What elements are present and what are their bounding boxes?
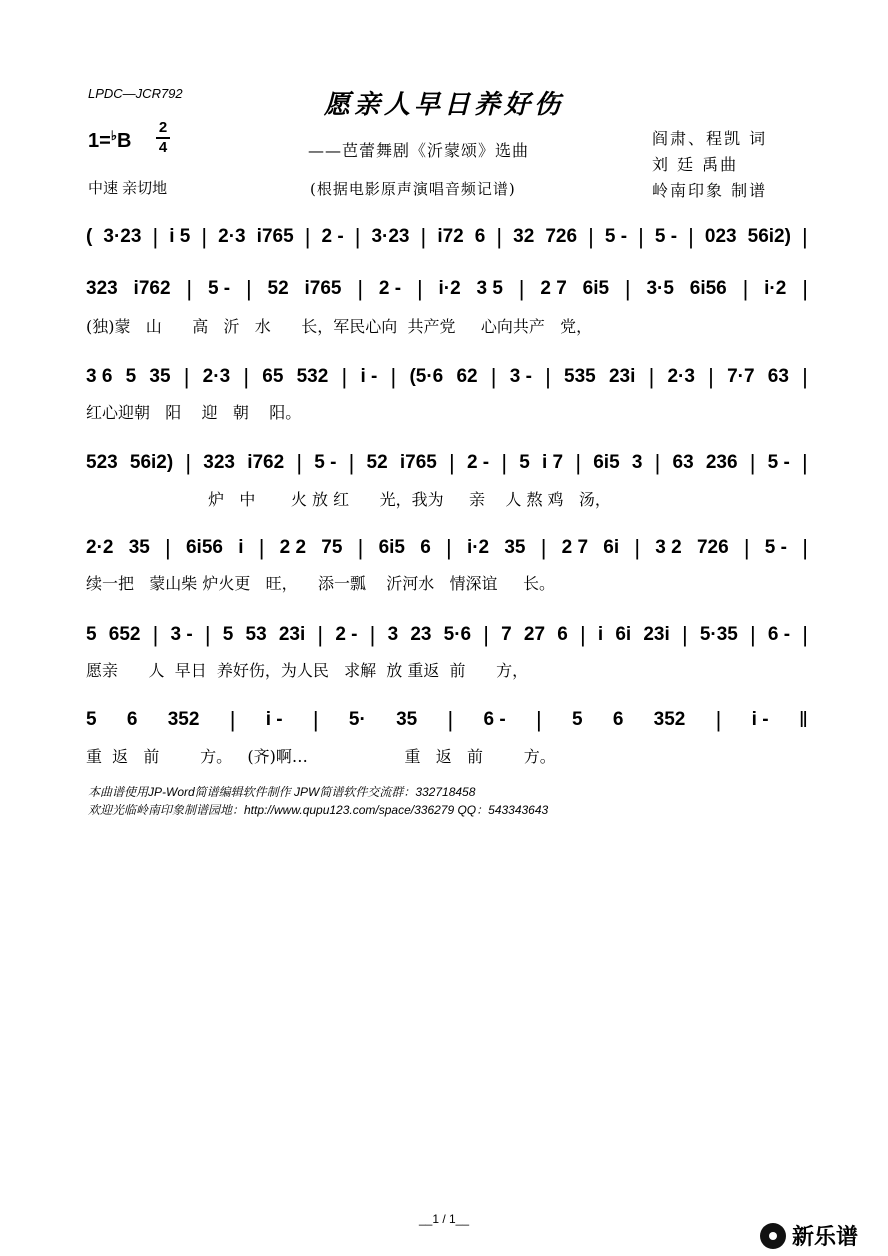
note-group: 23i bbox=[278, 624, 306, 645]
bar-line: | bbox=[624, 276, 631, 301]
bar-line: | bbox=[446, 535, 452, 560]
bar-line: | bbox=[749, 450, 756, 475]
note-group: 3 - bbox=[509, 366, 532, 387]
bar-line: | bbox=[348, 450, 355, 475]
bar-line: | bbox=[490, 364, 497, 389]
note-group: 535 bbox=[564, 366, 596, 387]
note-group: 6 bbox=[612, 709, 624, 730]
lyrics-line: 愿亲 人 早日 养好伤，为人民 求解 放 重返 前 方， bbox=[86, 661, 529, 680]
note-group: i765 bbox=[256, 226, 294, 247]
bar-line: | bbox=[416, 276, 423, 301]
bar-line: | bbox=[681, 622, 688, 647]
note-group: 6i bbox=[603, 537, 620, 558]
note-group: 652 bbox=[108, 624, 141, 645]
note-group: 7·7 bbox=[727, 366, 755, 387]
note-group: 5 - bbox=[604, 226, 628, 247]
note-group: 3 6 bbox=[86, 366, 113, 387]
subtitle: ——芭蕾舞剧《沂蒙颂》选曲 bbox=[308, 141, 530, 160]
time-signature: 2 4 bbox=[156, 120, 170, 156]
note-group: 6 - bbox=[767, 624, 791, 645]
note-group: 323 bbox=[86, 278, 118, 299]
note-group: 3 2 bbox=[655, 537, 682, 558]
note-group: 2·3 bbox=[218, 226, 246, 247]
note-group: (5·6 bbox=[409, 366, 444, 387]
note-group: 75 bbox=[321, 537, 343, 558]
note-group: 352 bbox=[167, 709, 200, 730]
note-group: 35 bbox=[128, 537, 150, 558]
note-group: 6 bbox=[474, 226, 486, 247]
key-signature: 1=♭B bbox=[88, 128, 132, 152]
note-group: 3·23 bbox=[103, 226, 142, 247]
note-group: 2 - bbox=[466, 452, 490, 473]
note-group: i762 bbox=[133, 278, 171, 299]
note-group: 65 bbox=[262, 366, 284, 387]
bar-line: | bbox=[185, 450, 192, 475]
note-group: 2 7 bbox=[540, 278, 567, 299]
bar-line: | bbox=[152, 622, 159, 647]
note-group: 52 bbox=[366, 452, 388, 473]
note-group: 3·23 bbox=[371, 226, 410, 247]
note-group: 35 bbox=[149, 366, 171, 387]
bar-line: | bbox=[243, 364, 250, 389]
page-number: __1 / 1__ bbox=[418, 1212, 470, 1226]
note-group: 56i2) bbox=[747, 226, 791, 247]
bar-line: | bbox=[743, 535, 750, 560]
note-group: 726 bbox=[696, 537, 729, 558]
score-code: LPDC—JCR792 bbox=[88, 86, 183, 101]
note-group: 3 5 bbox=[476, 278, 503, 299]
note-group: 5· bbox=[348, 709, 366, 730]
bar-line: | bbox=[201, 224, 208, 249]
note-group: i bbox=[597, 624, 604, 645]
note-group: 2·3 bbox=[667, 366, 695, 387]
note-group: 323 bbox=[203, 452, 235, 473]
note-group: 3 - bbox=[170, 624, 193, 645]
bar-line: | bbox=[420, 224, 427, 249]
bar-line: | bbox=[545, 364, 551, 389]
bar-line: | bbox=[357, 276, 364, 301]
bar-line: | bbox=[648, 364, 655, 389]
site-logo: 新乐谱 bbox=[760, 1220, 858, 1251]
footer-website-note: 欢迎光临岭南印象制谱园地：http://www.qupu123.com/space/336279 QQ：543343643 bbox=[88, 803, 549, 817]
note-group: 56i2) bbox=[129, 452, 174, 473]
note-group: 532 bbox=[296, 366, 329, 387]
note-group: 53 bbox=[245, 624, 267, 645]
note-group: i·2 bbox=[438, 278, 461, 299]
bar-line: | bbox=[535, 707, 542, 732]
bar-line: | bbox=[518, 276, 525, 301]
staff-row bbox=[86, 448, 808, 478]
bar-line: | bbox=[501, 450, 508, 475]
note-group: 6i bbox=[615, 624, 632, 645]
bar-line: | bbox=[317, 622, 324, 647]
composer-credit: 刘 廷 禹曲 bbox=[652, 155, 739, 174]
bar-line: | bbox=[354, 224, 361, 249]
lyricist-credit: 阎肃、程凯 词 bbox=[652, 129, 768, 148]
lyrics-line: 续一把 蒙山柴 炉火更 旺， 添一瓢 沂河水 情深谊 长。 bbox=[86, 574, 555, 593]
bar-line: | bbox=[186, 276, 193, 301]
transcription-note: (根据电影原声演唱音频记谱) bbox=[310, 180, 516, 198]
staff-row bbox=[86, 362, 808, 392]
note-group: i765 bbox=[304, 278, 342, 299]
note-group: 3 bbox=[387, 624, 399, 645]
note-group: 5 - bbox=[767, 452, 790, 473]
note-group: i - bbox=[265, 709, 283, 730]
bar-line: | bbox=[688, 224, 694, 249]
tempo-marking: 中速 亲切地 bbox=[88, 180, 168, 197]
bar-line: | bbox=[638, 224, 644, 249]
lyrics-line: 重 返 前 方。 (齐)啊… 重 返 前 方。 bbox=[86, 747, 556, 766]
note-group: i 7 bbox=[542, 452, 564, 473]
note-group: 2 - bbox=[378, 278, 402, 299]
note-group: 023 bbox=[704, 226, 737, 247]
note-group: 23i bbox=[608, 366, 636, 387]
note-group: 726 bbox=[545, 226, 578, 247]
note-group: 5 bbox=[519, 452, 530, 473]
note-group: 23i bbox=[643, 624, 670, 645]
lyrics-line: 红心迎朝 阳 迎 朝 阳。 bbox=[86, 403, 302, 422]
bar-line: | bbox=[750, 622, 756, 647]
bar-line: | bbox=[449, 450, 455, 475]
note-group: 6i5 bbox=[582, 278, 610, 299]
staff-row bbox=[86, 533, 808, 563]
note-group: 2 - bbox=[335, 624, 358, 645]
bar-line: | bbox=[483, 622, 489, 647]
bar-line: | bbox=[204, 622, 211, 647]
note-group: 5·35 bbox=[699, 624, 738, 645]
note-group: 6 - bbox=[483, 709, 506, 730]
note-group: 2 7 bbox=[561, 537, 589, 558]
bar-line: | bbox=[802, 276, 808, 301]
note-group: 63 bbox=[672, 452, 694, 473]
note-group: 5 bbox=[222, 624, 234, 645]
note-group: i765 bbox=[399, 452, 437, 473]
staff-row bbox=[86, 705, 808, 735]
bar-line: | bbox=[165, 535, 171, 560]
bar-line: | bbox=[304, 224, 311, 249]
note-group: i bbox=[238, 537, 244, 558]
note-group: 23 bbox=[410, 624, 432, 645]
bar-line: | bbox=[742, 276, 749, 301]
bar-line: | bbox=[390, 364, 397, 389]
note-group: 2 - bbox=[321, 226, 344, 247]
note-group: i - bbox=[360, 366, 378, 387]
note-group: 5 bbox=[86, 624, 97, 645]
lyrics-line: 炉 中 火 放 红 光，我为 亲 人 熬 鸡 汤， bbox=[86, 490, 611, 509]
bar-line: | bbox=[357, 535, 364, 560]
lyrics-line: (独)蒙 山 高 沂 水 长，军民心向 共产党 心向共产 党， bbox=[86, 317, 593, 336]
note-group: 3·5 bbox=[646, 278, 674, 299]
bar-line: | bbox=[802, 535, 808, 560]
staff-row bbox=[86, 274, 808, 304]
note-group: 5 - bbox=[654, 226, 678, 247]
staff-row bbox=[86, 222, 808, 252]
song-title: 愿亲人早日养好伤 bbox=[323, 90, 564, 120]
bar-line: | bbox=[579, 622, 586, 647]
bar-line: | bbox=[296, 450, 303, 475]
note-group: 62 bbox=[456, 366, 478, 387]
bar-line: | bbox=[341, 364, 348, 389]
note-group: 3 bbox=[631, 452, 643, 473]
bar-line: | bbox=[634, 535, 641, 560]
note-group: 523 bbox=[86, 452, 118, 473]
note-group: 5 bbox=[86, 709, 97, 730]
bar-line: | bbox=[801, 224, 808, 249]
note-group: 6 bbox=[126, 709, 138, 730]
bar-line: | bbox=[588, 224, 594, 249]
note-group: 63 bbox=[767, 366, 789, 387]
note-group: 6 bbox=[557, 624, 568, 645]
note-group: 35 bbox=[396, 709, 418, 730]
footer-software-note: 本曲谱使用JP-Word简谱编辑软件制作 JPW简谱软件交流群：332718458 bbox=[88, 785, 476, 799]
note-group: 2 2 bbox=[279, 537, 307, 558]
note-group: 32 bbox=[513, 226, 535, 247]
note-group: ( bbox=[86, 226, 93, 247]
note-group: 6i5 bbox=[593, 452, 620, 473]
bar-line: | bbox=[312, 707, 319, 732]
note-group: i - bbox=[751, 709, 769, 730]
note-group: 2·3 bbox=[202, 366, 231, 387]
note-group: 35 bbox=[504, 537, 526, 558]
note-group: i·2 bbox=[764, 278, 787, 299]
note-group: 5 - bbox=[764, 537, 787, 558]
bar-line: | bbox=[183, 364, 190, 389]
bar-line: | bbox=[152, 224, 159, 249]
bar-line: | bbox=[802, 622, 808, 647]
bar-line: ‖ bbox=[798, 707, 808, 732]
note-group: i 5 bbox=[169, 226, 191, 247]
note-group: 6i56 bbox=[689, 278, 727, 299]
bar-line: | bbox=[540, 535, 547, 560]
note-group: 6i56 bbox=[185, 537, 223, 558]
bar-line: | bbox=[496, 224, 503, 249]
bar-line: | bbox=[258, 535, 265, 560]
note-group: 6 bbox=[420, 537, 431, 558]
note-group: i762 bbox=[247, 452, 285, 473]
bar-line: | bbox=[447, 707, 454, 732]
bar-line: | bbox=[802, 450, 808, 475]
record-disc-icon bbox=[760, 1223, 786, 1249]
bar-line: | bbox=[654, 450, 661, 475]
note-group: 6i5 bbox=[378, 537, 405, 558]
note-group: 52 bbox=[267, 278, 289, 299]
note-group: 5·6 bbox=[443, 624, 472, 645]
bar-line: | bbox=[369, 622, 376, 647]
note-group: 5 - bbox=[314, 452, 337, 473]
note-group: 2·2 bbox=[86, 537, 114, 558]
bar-line: | bbox=[708, 364, 714, 389]
bar-line: | bbox=[575, 450, 582, 475]
arranger-credit: 岭南印象 制谱 bbox=[652, 181, 768, 200]
bar-line: | bbox=[229, 707, 236, 732]
note-group: 5 bbox=[125, 366, 137, 387]
note-group: 352 bbox=[653, 709, 686, 730]
note-group: 236 bbox=[705, 452, 738, 473]
bar-line: | bbox=[715, 707, 722, 732]
note-group: 27 bbox=[523, 624, 546, 645]
staff-row bbox=[86, 620, 808, 650]
note-group: 5 - bbox=[207, 278, 231, 299]
note-group: 5 bbox=[571, 709, 583, 730]
bar-line: | bbox=[245, 276, 252, 301]
note-group: i72 bbox=[437, 226, 464, 247]
note-group: 7 bbox=[501, 624, 512, 645]
note-group: i·2 bbox=[466, 537, 490, 558]
bar-line: | bbox=[802, 364, 808, 389]
